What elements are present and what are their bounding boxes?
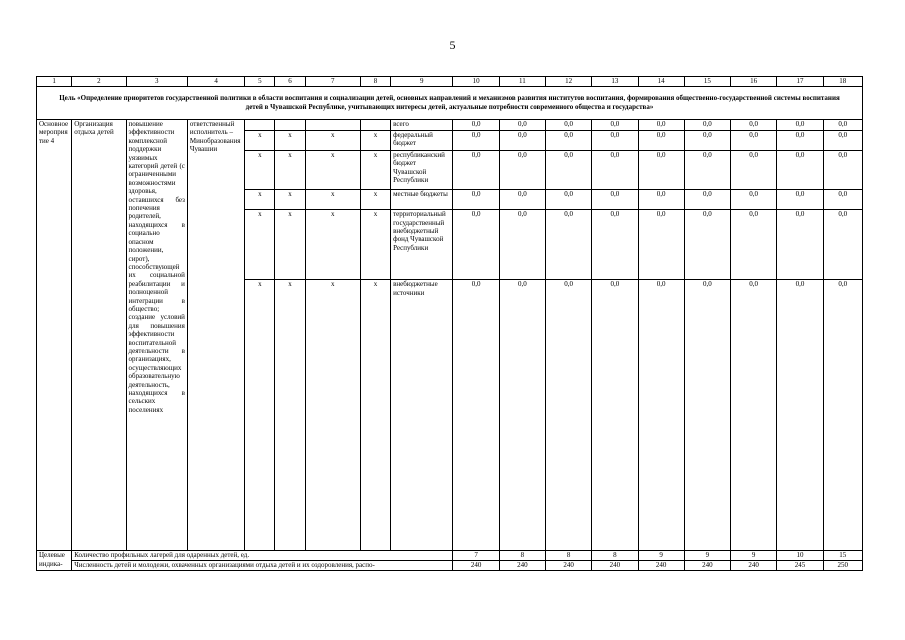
code-cell: [245, 120, 275, 131]
value-cell: 0,0: [545, 280, 591, 551]
column-number-row: [37, 77, 863, 87]
value-cell: 0,0: [545, 190, 591, 210]
value-cell: 0,0: [453, 131, 499, 151]
funding-source: местные бюджеты: [391, 190, 453, 210]
col-num: 3: [126, 77, 187, 87]
value-cell: 0,0: [731, 210, 777, 280]
code-cell: x: [360, 131, 390, 151]
code-cell: [305, 120, 360, 131]
funding-source: федеральный бюджет: [391, 131, 453, 151]
value-cell: 0,0: [823, 210, 862, 280]
code-cell: x: [245, 210, 275, 280]
indicator-value: 7: [453, 551, 499, 561]
value-cell: 0,0: [499, 210, 545, 280]
value-cell: 0,0: [731, 280, 777, 551]
funding-source: внебюджетные источники: [391, 280, 453, 551]
code-cell: x: [275, 190, 305, 210]
value-cell: 0,0: [684, 280, 730, 551]
code-cell: x: [305, 210, 360, 280]
code-cell: x: [275, 210, 305, 280]
code-cell: x: [245, 151, 275, 190]
value-cell: 0,0: [545, 210, 591, 280]
code-cell: x: [275, 151, 305, 190]
indicators-label: Целевые индика-: [37, 551, 72, 571]
event-executor: ответственный исполнитель – Минобразования Чувашии: [187, 120, 244, 551]
col-num: 11: [499, 77, 545, 87]
value-cell: 0,0: [777, 280, 823, 551]
code-cell: x: [360, 210, 390, 280]
value-cell: 0,0: [592, 210, 638, 280]
goal-row: [37, 87, 863, 120]
code-cell: x: [360, 190, 390, 210]
value-cell: 0,0: [592, 151, 638, 190]
col-num: 8: [360, 77, 390, 87]
value-cell: 0,0: [638, 190, 684, 210]
code-cell: [275, 120, 305, 131]
value-cell: 0,0: [592, 280, 638, 551]
value-cell: 0,0: [638, 280, 684, 551]
value-cell: 0,0: [453, 190, 499, 210]
value-cell: 0,0: [638, 120, 684, 131]
code-cell: [360, 120, 390, 131]
col-num: 17: [777, 77, 823, 87]
program-table: [36, 76, 863, 571]
event-status: Основное мероприятие 4: [37, 120, 72, 551]
col-num: 1: [37, 77, 72, 87]
code-cell: x: [245, 190, 275, 210]
value-cell: 0,0: [545, 151, 591, 190]
col-num: 6: [275, 77, 305, 87]
col-num: 9: [391, 77, 453, 87]
code-cell: x: [305, 151, 360, 190]
value-cell: 0,0: [592, 120, 638, 131]
value-cell: 0,0: [453, 210, 499, 280]
indicator-value: 240: [499, 561, 545, 571]
col-num: 16: [731, 77, 777, 87]
col-num: 7: [305, 77, 360, 87]
value-cell: 0,0: [684, 190, 730, 210]
indicator-value: 9: [684, 551, 730, 561]
col-num: 14: [638, 77, 684, 87]
code-cell: x: [275, 131, 305, 151]
page-number: 5: [449, 38, 456, 52]
indicator-value: 240: [592, 561, 638, 571]
funding-source: территориальный государственный внебюджетный фонд Чувашской Республики: [391, 210, 453, 280]
indicator-value: 245: [777, 561, 823, 571]
indicator-value: 8: [592, 551, 638, 561]
indicator-value: 240: [638, 561, 684, 571]
value-cell: 0,0: [731, 120, 777, 131]
indicator-name: Количество профильных лагерей для одаренных детей, ед.: [72, 551, 453, 561]
code-cell: x: [275, 280, 305, 551]
indicator-name: Численность детей и молодежи, охваченных организациями отдыха детей и их оздоровления, распо-: [72, 561, 453, 571]
indicator-row: [37, 561, 863, 571]
value-cell: 0,0: [592, 190, 638, 210]
indicator-value: 240: [545, 561, 591, 571]
value-cell: 0,0: [453, 120, 499, 131]
indicator-value: 8: [499, 551, 545, 561]
indicator-value: 9: [638, 551, 684, 561]
indicator-value: 240: [731, 561, 777, 571]
code-cell: x: [245, 131, 275, 151]
value-cell: 0,0: [823, 190, 862, 210]
value-cell: 0,0: [638, 131, 684, 151]
value-cell: 0,0: [823, 151, 862, 190]
value-cell: 0,0: [453, 280, 499, 551]
value-cell: 0,0: [777, 120, 823, 131]
value-cell: 0,0: [499, 131, 545, 151]
indicator-value: 240: [453, 561, 499, 571]
value-cell: 0,0: [684, 120, 730, 131]
col-num: 5: [245, 77, 275, 87]
value-cell: 0,0: [684, 210, 730, 280]
code-cell: x: [360, 280, 390, 551]
value-cell: 0,0: [777, 131, 823, 151]
code-cell: x: [305, 131, 360, 151]
value-cell: 0,0: [453, 151, 499, 190]
code-cell: x: [360, 151, 390, 190]
code-cell: x: [305, 190, 360, 210]
value-cell: 0,0: [731, 131, 777, 151]
col-num: 18: [823, 77, 862, 87]
funding-row: [37, 120, 863, 131]
goal-text: Цель «Определение приоритетов государственной политики в области воспитания и социализации детей, основных направлений и механизмов развития институтов воспитания, формирования общественно-государственной системы воспитания детей в Чувашской Республике, учитывающих интересы детей, актуальные потребности современного общества и государства»: [37, 87, 863, 120]
value-cell: 0,0: [499, 280, 545, 551]
col-num: 12: [545, 77, 591, 87]
value-cell: 0,0: [731, 190, 777, 210]
indicator-value: 8: [545, 551, 591, 561]
code-cell: x: [245, 280, 275, 551]
value-cell: 0,0: [545, 131, 591, 151]
code-cell: x: [305, 280, 360, 551]
col-num: 4: [187, 77, 244, 87]
funding-source: всего: [391, 120, 453, 131]
col-num: 10: [453, 77, 499, 87]
funding-source: республиканский бюджет Чувашской Республики: [391, 151, 453, 190]
value-cell: 0,0: [777, 151, 823, 190]
indicator-value: 240: [684, 561, 730, 571]
value-cell: 0,0: [684, 131, 730, 151]
value-cell: 0,0: [823, 131, 862, 151]
indicator-value: 15: [823, 551, 862, 561]
col-num: 15: [684, 77, 730, 87]
value-cell: 0,0: [777, 190, 823, 210]
value-cell: 0,0: [545, 120, 591, 131]
value-cell: 0,0: [823, 120, 862, 131]
indicator-value: 250: [823, 561, 862, 571]
value-cell: 0,0: [731, 151, 777, 190]
value-cell: 0,0: [638, 151, 684, 190]
value-cell: 0,0: [638, 210, 684, 280]
indicator-row: [37, 551, 863, 561]
event-name: Организация отдыха детей: [72, 120, 126, 551]
value-cell: 0,0: [823, 280, 862, 551]
value-cell: 0,0: [592, 131, 638, 151]
col-num: 13: [592, 77, 638, 87]
value-cell: 0,0: [499, 151, 545, 190]
indicator-value: 10: [777, 551, 823, 561]
indicator-value: 9: [731, 551, 777, 561]
event-description: повышение эффективности комплексной поддержки уязвимых категорий детей (с ограниченными возможностями здоровья, оставшихся без попечения родителей, находящихся в социально опасном положении, сирот), способствующей их социальной реабилитации и полноценной интеграции в общество; создание условий для повышения эффективности воспитательной деятельности в организациях, осуществляющих образовательную деятельность, находящихся в сельских поселениях: [126, 120, 187, 551]
value-cell: 0,0: [499, 190, 545, 210]
value-cell: 0,0: [499, 120, 545, 131]
value-cell: 0,0: [777, 210, 823, 280]
col-num: 2: [72, 77, 126, 87]
value-cell: 0,0: [684, 151, 730, 190]
